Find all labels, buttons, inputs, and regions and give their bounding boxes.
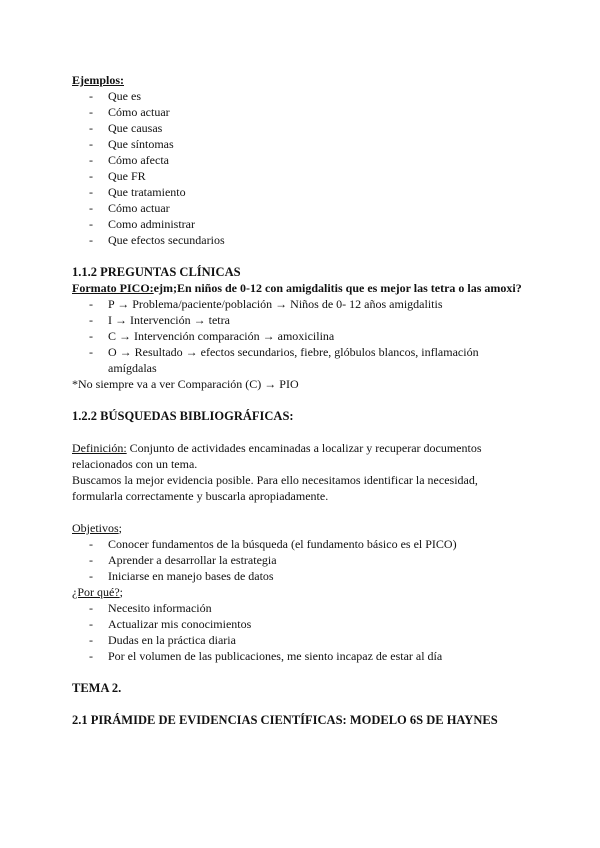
paragraph-text: Buscamos la mejor evidencia posible. Para ello necesitamos identificar la necesidad, bbox=[72, 473, 478, 487]
list-dash: - bbox=[89, 137, 93, 151]
list-dash: - bbox=[89, 649, 93, 663]
pico-line bbox=[72, 280, 522, 296]
pico-item-i: I → Intervención → tetra bbox=[108, 313, 230, 327]
list-item: Iniciarse en manejo bases de datos bbox=[108, 569, 274, 583]
definition-text: Conjunto de actividades encaminadas a localizar y recuperar documentos bbox=[126, 441, 482, 455]
list-item: Que tratamiento bbox=[108, 185, 186, 199]
list-dash: - bbox=[89, 553, 93, 567]
list-item: Como administrar bbox=[108, 217, 195, 231]
list-item: Conocer fundamentos de la búsqueda (el fundamento básico es el PICO) bbox=[108, 537, 457, 551]
pico-item-o-continued: amígdalas bbox=[108, 361, 157, 375]
objetivos-label: Objetivos bbox=[72, 521, 119, 535]
section-heading-piramide: 2.1 PIRÁMIDE DE EVIDENCIAS CIENTÍFICAS: MODELO 6S DE HAYNES bbox=[72, 713, 498, 727]
list-dash: - bbox=[89, 105, 93, 119]
pico-note: *No siempre va a ver Comparación (C) → PIO bbox=[72, 377, 299, 391]
list-item: Que síntomas bbox=[108, 137, 174, 151]
list-dash: - bbox=[89, 633, 93, 647]
list-dash: - bbox=[89, 217, 93, 231]
pico-example: ejm;En niños de 0-12 con amigdalitis que es mejor las tetra o las amoxi? bbox=[153, 281, 522, 295]
list-dash: - bbox=[89, 617, 93, 631]
porque-label: ¿Por qué? bbox=[72, 585, 120, 599]
list-dash: - bbox=[89, 201, 93, 215]
list-item: Cómo actuar bbox=[108, 201, 170, 215]
list-dash: - bbox=[89, 537, 93, 551]
list-dash: - bbox=[89, 121, 93, 135]
section-heading-preguntas: 1.1.2 PREGUNTAS CLÍNICAS bbox=[72, 265, 241, 279]
list-item: Por el volumen de las publicaciones, me siento incapaz de estar al día bbox=[108, 649, 443, 663]
list-dash: - bbox=[89, 601, 93, 615]
objetivos-line bbox=[72, 520, 122, 536]
paragraph-text-2: formularla correctamente y buscarla apropiadamente. bbox=[72, 489, 329, 503]
list-item: Dudas en la práctica diaria bbox=[108, 633, 236, 647]
list-item: Cómo afecta bbox=[108, 153, 169, 167]
ejemplos-label: Ejemplos: bbox=[72, 73, 124, 87]
list-item: Aprender a desarrollar la estrategia bbox=[108, 553, 277, 567]
list-dash: - bbox=[89, 329, 93, 343]
list-item: Que efectos secundarios bbox=[108, 233, 225, 247]
list-dash: - bbox=[89, 169, 93, 183]
list-item: Cómo actuar bbox=[108, 105, 170, 119]
definition-text-2: relacionados con un tema. bbox=[72, 457, 198, 471]
list-dash: - bbox=[89, 313, 93, 327]
list-item: Actualizar mis conocimientos bbox=[108, 617, 252, 631]
list-dash: - bbox=[89, 345, 93, 359]
pico-label: Formato PICO: bbox=[72, 281, 154, 295]
list-item: Que FR bbox=[108, 169, 146, 183]
definition-label: Definición: bbox=[72, 441, 127, 455]
pico-item-o: O → Resultado → efectos secundarios, fiebre, glóbulos blancos, inflamación bbox=[108, 345, 479, 359]
porque-line bbox=[72, 584, 123, 600]
objetivos-suffix: ; bbox=[118, 521, 123, 535]
section-heading-tema: TEMA 2. bbox=[72, 681, 122, 695]
list-item: Que es bbox=[108, 89, 141, 103]
porque-suffix: ; bbox=[119, 585, 123, 599]
list-dash: - bbox=[89, 89, 93, 103]
section-heading-busquedas: 1.2.2 BÚSQUEDAS BIBLIOGRÁFICAS: bbox=[72, 409, 294, 423]
pico-item-c: C → Intervención comparación → amoxicilina bbox=[108, 329, 335, 343]
list-dash: - bbox=[89, 185, 93, 199]
list-dash: - bbox=[89, 153, 93, 167]
list-dash: - bbox=[89, 297, 93, 311]
list-dash: - bbox=[89, 569, 93, 583]
list-item: Necesito información bbox=[108, 601, 212, 615]
list-item: Que causas bbox=[108, 121, 163, 135]
definition-line bbox=[72, 440, 482, 456]
list-dash: - bbox=[89, 233, 93, 247]
pico-item-p: P → Problema/paciente/población → Niños de 0- 12 años amigdalitis bbox=[108, 297, 443, 311]
